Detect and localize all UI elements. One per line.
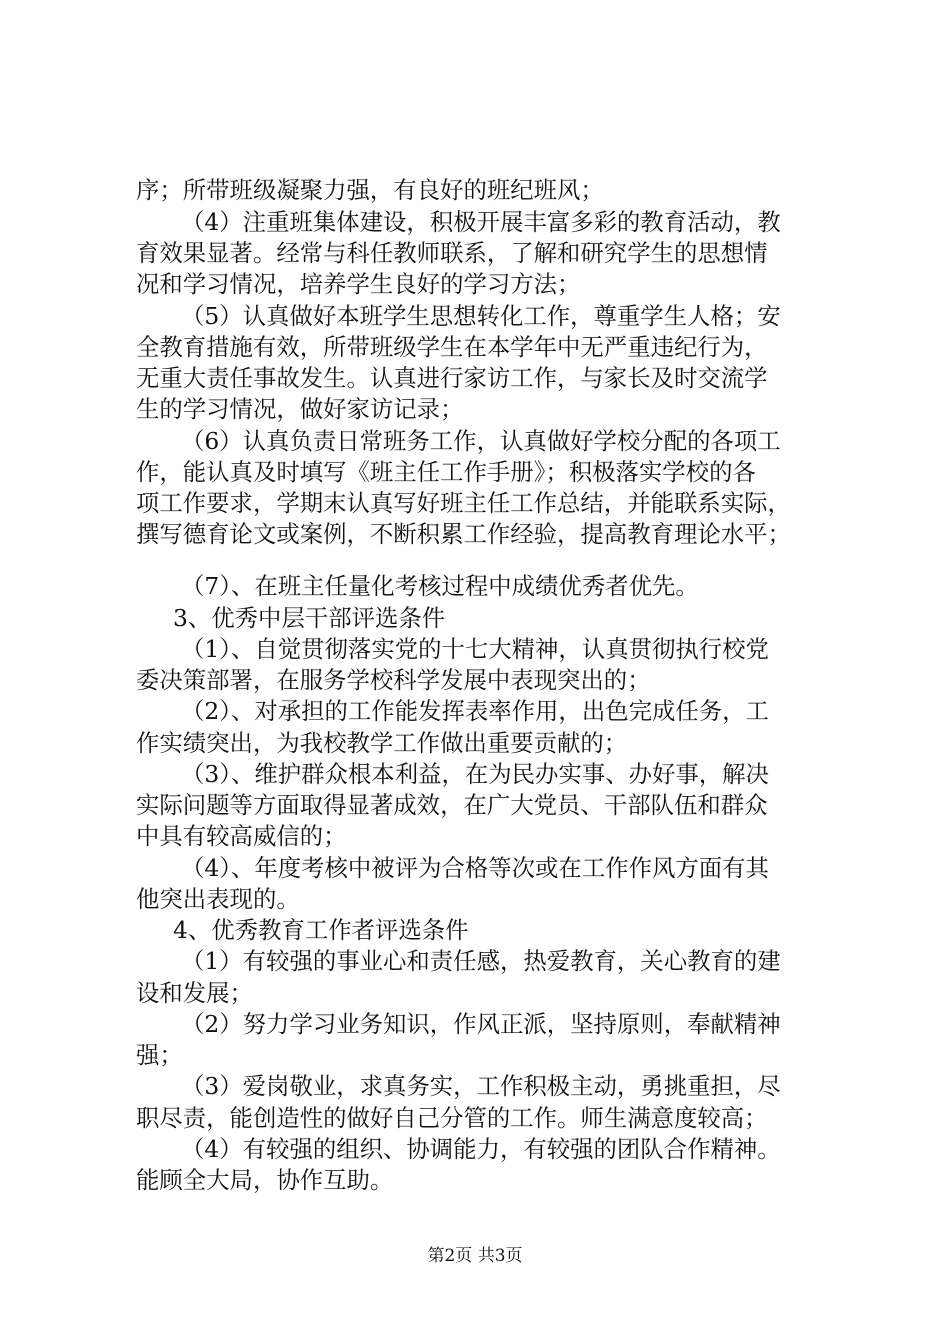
text-line: （7）、在班主任量化考核过程中成绩优秀者优先。 [181,572,699,600]
text-line: （3）爱岗敬业，求真务实，工作积极主动，勇挑重担，尽 [181,1072,781,1100]
text-line: 实际问题等方面取得显著成效，在广大党员、干部队伍和群众 [136,791,768,819]
text-line: 强； [136,1041,183,1069]
text-line: 生的学习情况，做好家访记录； [136,395,464,423]
text-line: 他突出表现的。 [136,885,300,913]
text-line: 全教育措施有效，所带班级学生在本学年中无严重违纪行为， [136,333,768,361]
text-line: （4）注重班集体建设，积极开展丰富多彩的教育活动，教 [181,208,781,236]
text-line: 能顾全大局，协作互助。 [136,1166,394,1194]
text-line: （3）、维护群众根本利益，在为民办实事、办好事，解决 [181,760,769,788]
text-line: 委决策部署，在服务学校科学发展中表现突出的； [136,666,651,694]
text-line: 育效果显著。经常与科任教师联系，了解和研究学生的思想情 [136,239,768,267]
text-line: （5）认真做好本班学生思想转化工作，尊重学生人格；安 [181,302,781,330]
text-line: 撰写德育论文或案例，不断积累工作经验，提高教育理论水平； [136,520,791,548]
text-line: （2）努力学习业务知识，作风正派，坚持原则，奉献精神 [181,1010,781,1038]
text-line: （6）认真负责日常班务工作，认真做好学校分配的各项工 [181,427,781,455]
section-heading: 3、优秀中层干部评选条件 [173,604,446,632]
text-line: 作，能认真及时填写《班主任工作手册》；积极落实学校的各 [136,458,756,486]
text-line: （1）有较强的事业心和责任感，热爱教育，关心教育的建 [181,947,781,975]
text-line: 序；所带班级凝聚力强，有良好的班纪班风； [136,176,604,204]
text-line: 作实绩突出，为我校教学工作做出重要贡献的； [136,729,628,757]
text-line: （2）、对承担的工作能发挥表率作用，出色完成任务，工 [181,697,769,725]
text-line: 项工作要求，学期末认真写好班主任工作总结，并能联系实际， [136,489,791,517]
text-line: （4）、年度考核中被评为合格等次或在工作作风方面有其 [181,854,769,882]
text-line: 职尽责，能创造性的做好自己分管的工作。师生满意度较高； [136,1104,768,1132]
text-line: 无重大责任事故发生。认真进行家访工作，与家长及时交流学 [136,364,768,392]
text-line: （4）有较强的组织、协调能力，有较强的团队合作精神。 [181,1135,781,1163]
text-line: 况和学习情况，培养学生良好的学习方法； [136,270,581,298]
page-number-footer: 第2页 共3页 [427,1246,523,1266]
text-line: 中具有较高威信的； [136,822,347,850]
text-line: （1）、自觉贯彻落实党的十七大精神，认真贯彻执行校党 [181,635,769,663]
section-heading: 4、优秀教育工作者评选条件 [173,916,469,944]
text-line: 设和发展； [136,979,253,1007]
